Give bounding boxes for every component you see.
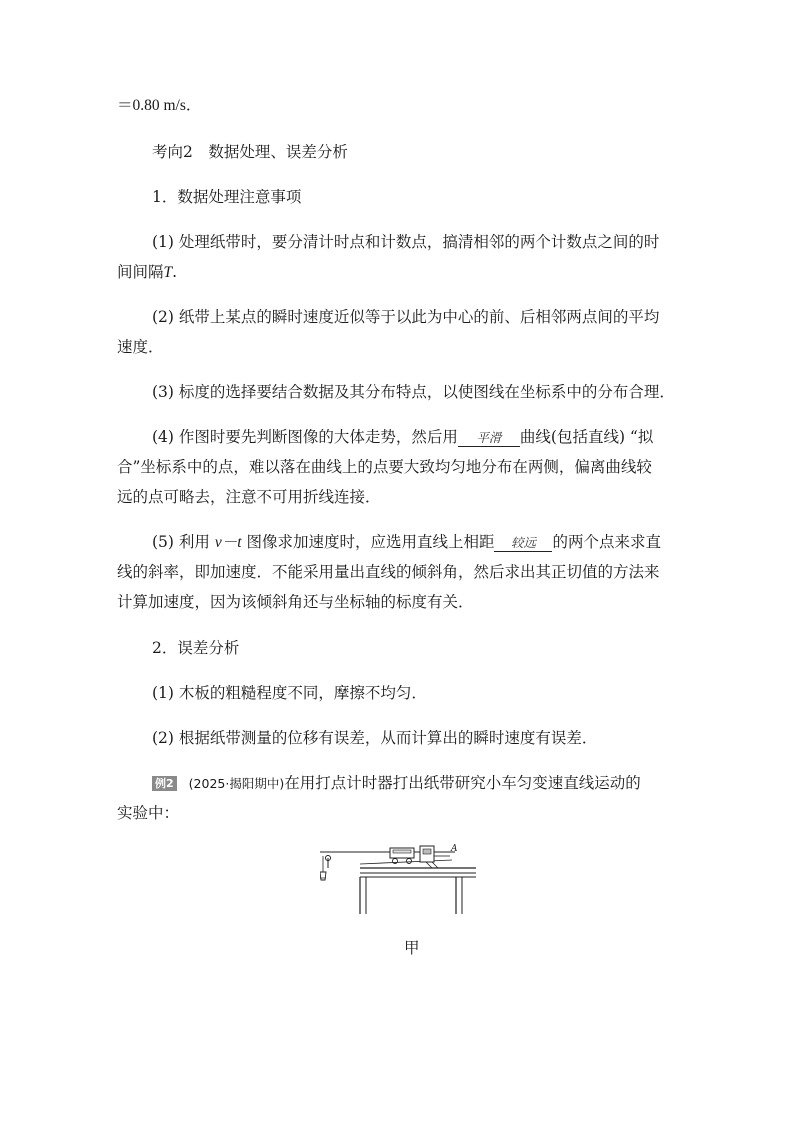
paragraph-2-line-2: 速度． (117, 338, 164, 356)
error-item-1: (1) 木板的粗糙程度不同，摩擦不均匀． (152, 684, 427, 702)
variable-T: T (163, 264, 173, 281)
paragraph-1-line-1: (1) 处理纸带时，要分清计时点和计数点，搞清相邻的两个计数点之间的时 (152, 233, 660, 251)
figure-caption: 甲 (404, 939, 420, 957)
text: 间间隔 (117, 263, 164, 281)
subsection-title-data-processing: 1．数据处理注意事项 (152, 188, 302, 206)
paragraph-4-line-3: 远的点可略去，注意不可用折线连接． (117, 488, 381, 506)
answer-blank-far: 较远 (494, 535, 552, 552)
variable-v-t: v－t (214, 534, 242, 551)
example-line-2: 实验中： (117, 804, 180, 822)
label-A: A (451, 844, 458, 854)
paragraph-4-line-2: 合”坐标系中的点，难以落在曲线上的点要大致均匀地分布在两侧，偏离曲线较 (117, 458, 652, 476)
example-source: (2025·揭阳期中) (188, 776, 285, 791)
paragraph-2-line-1: (2) 纸带上某点的瞬时速度近似等于以此为中心的前、后相邻两点间的平均 (152, 308, 660, 326)
paragraph-3: (3) 标度的选择要结合数据及其分布特点，以使图线在坐标系中的分布合理． (152, 383, 675, 401)
text: 的两个点来求直 (552, 533, 661, 551)
paragraph-4-line-1 (152, 427, 653, 447)
example-text: 在用打点计时器打出纸带研究小车匀变速直线运动的 (284, 774, 641, 792)
paragraph-5-line-2: 线的斜率，即加速度．不能采用量出直线的倾斜角，然后求出其正切值的方法来 (117, 563, 660, 581)
text: 曲线(包括直线) “拟 (519, 428, 654, 446)
line-velocity-result: ＝0.80 m/s． (117, 97, 202, 114)
text: (5) 利用 (152, 533, 210, 551)
example-line-1 (152, 773, 641, 794)
paragraph-5-line-1 (152, 532, 661, 553)
text: (4) 作图时要先判断图像的大体走势，然后用 (152, 428, 458, 446)
error-item-2: (2) 根据纸带测量的位移有误差，从而计算出的瞬时速度有误差． (152, 729, 598, 747)
answer-blank-smooth: 平滑 (458, 430, 520, 447)
text: 图像求加速度时，应选用直线上相距 (246, 533, 495, 551)
paragraph-1-line-2 (117, 262, 177, 283)
subsection-title-error-analysis: 2．误差分析 (152, 639, 240, 657)
section-heading: 考向2 数据处理、误差分析 (152, 143, 348, 161)
text: . (172, 263, 178, 281)
experiment-apparatus-figure (320, 842, 480, 922)
paragraph-5-line-3: 计算加速度，因为该倾斜角还与坐标轴的标度有关． (117, 593, 474, 611)
example-tag: 例2 (152, 776, 177, 791)
